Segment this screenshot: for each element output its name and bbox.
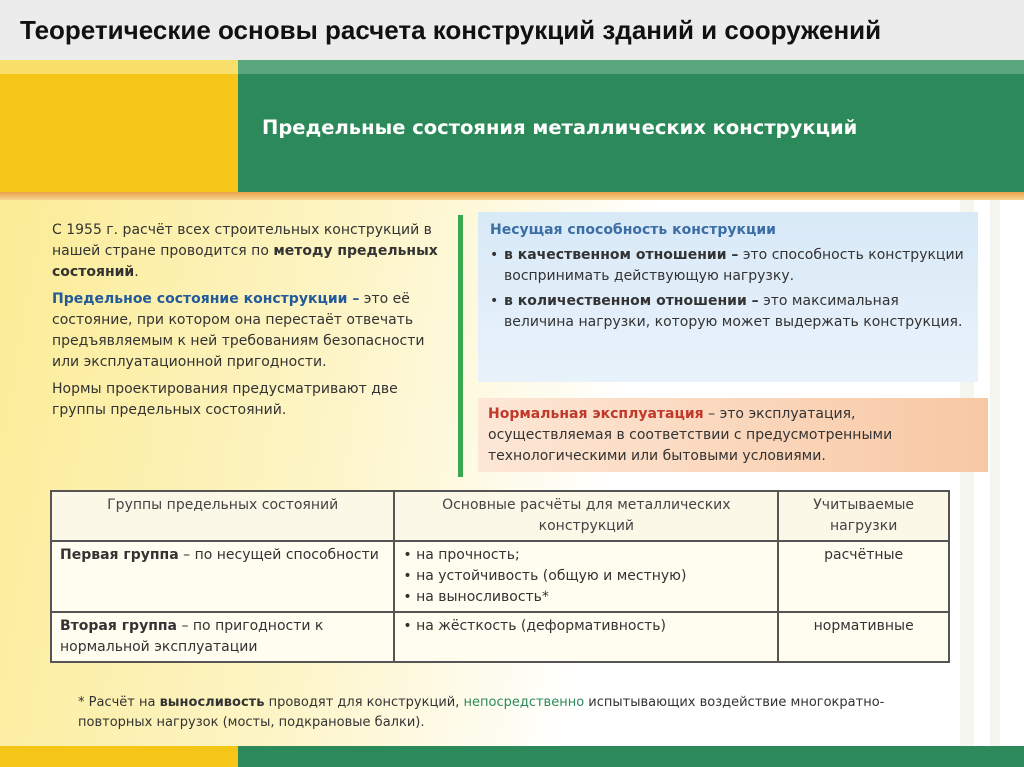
table-header: Группы предельных состояний <box>51 491 394 541</box>
footnote-star: * <box>78 695 85 710</box>
bullet-icon: • <box>490 247 499 263</box>
decor-yellow-thin <box>0 60 238 74</box>
footnote-text: Расчёт на <box>88 695 160 710</box>
limit-states-table <box>50 490 950 663</box>
group-description: – по пригодности к нормальной эксплуатации <box>60 618 324 655</box>
quantitative-text: это максимальная величина нагрузки, которую может выдержать конструкция. <box>504 293 963 330</box>
intro-text <box>52 220 442 427</box>
footnote <box>78 693 898 733</box>
method-term: методу предельных состояний <box>52 243 438 280</box>
table-header-row <box>51 491 949 541</box>
calc-cell <box>394 541 778 612</box>
load-cell: нормативные <box>778 612 949 662</box>
group-description: – по несущей способности <box>178 547 379 563</box>
calc-item: на устойчивость (общую и местную) <box>416 568 687 584</box>
footnote-text: испытывающих воздействие многократно-повторных нагрузок (мосты, подкрановые балки). <box>78 695 885 730</box>
footnote-term: выносливость <box>159 695 265 710</box>
intro-p1-start: С 1955 г. расчёт всех строительных конструкций в нашей стране проводится по <box>52 222 432 259</box>
qualitative-text: это способность конструкции воспринимать действующую нагрузку. <box>504 247 964 284</box>
page-title: Теоретические основы расчета конструкций зданий и сооружений <box>0 0 1024 60</box>
table-row <box>51 541 949 612</box>
bullet-icon: • <box>490 293 499 309</box>
divider-bar <box>458 215 463 477</box>
intro-p1-end: . <box>134 264 139 280</box>
slide <box>0 60 1024 767</box>
bearing-capacity-title: Несущая способность конструкции <box>490 222 776 238</box>
group-name: Первая группа <box>60 547 179 563</box>
decor-orange-line <box>0 192 1024 200</box>
group-name: Вторая группа <box>60 618 177 634</box>
intro-paragraph-3: Нормы проектирования предусматривают две группы предельных состояний. <box>52 381 398 418</box>
slide-title: Предельные состояния металлических конструкций <box>262 116 858 139</box>
decor-yellow-block <box>0 74 238 192</box>
table-row <box>51 612 949 662</box>
calc-item: на жёсткость (деформативность) <box>416 618 667 634</box>
normal-operation-text: – это эксплуатация, осуществляемая в соответствии с предусмотренными технологическими или бытовыми условиями. <box>488 406 893 464</box>
list-item <box>490 291 966 333</box>
table-header: Основные расчёты для металлических конструкций <box>394 491 778 541</box>
normal-operation-term: Нормальная эксплуатация <box>488 406 704 422</box>
qualitative-term: в качественном отношении – <box>504 247 739 263</box>
group-cell <box>51 612 394 662</box>
decor-green-thin <box>238 60 1024 74</box>
footnote-text: проводят для конструкций, <box>264 695 464 710</box>
footer-band <box>0 746 1024 767</box>
footnote-highlight: непосредственно <box>463 695 585 710</box>
list-item: • на жёсткость (деформативность) <box>403 618 667 634</box>
intro-paragraph-1 <box>52 220 442 283</box>
calc-item: на выносливость* <box>416 589 549 605</box>
normal-operation-box <box>478 398 988 472</box>
list-item: • на устойчивость (общую и местную) <box>403 568 687 584</box>
load-cell: расчётные <box>778 541 949 612</box>
calc-item: на прочность; <box>416 547 520 563</box>
list-item <box>490 245 966 287</box>
list-item: • на прочность; <box>403 547 520 563</box>
intro-paragraph-2 <box>52 289 442 373</box>
group-cell <box>51 541 394 612</box>
bearing-capacity-box <box>478 212 978 382</box>
limit-state-term: Предельное состояние конструкции – <box>52 291 360 307</box>
quantitative-term: в количественном отношении – <box>504 293 759 309</box>
decor-yellow-footer <box>0 746 238 767</box>
list-item: • на выносливость* <box>403 589 549 605</box>
limit-state-definition: это её состояние, при котором она перестаёт отвечать предъявляемым к ней требованиям безопасности или эксплуатационной пригодности. <box>52 291 425 370</box>
table-header: Учитываемые нагрузки <box>778 491 949 541</box>
calc-cell <box>394 612 778 662</box>
